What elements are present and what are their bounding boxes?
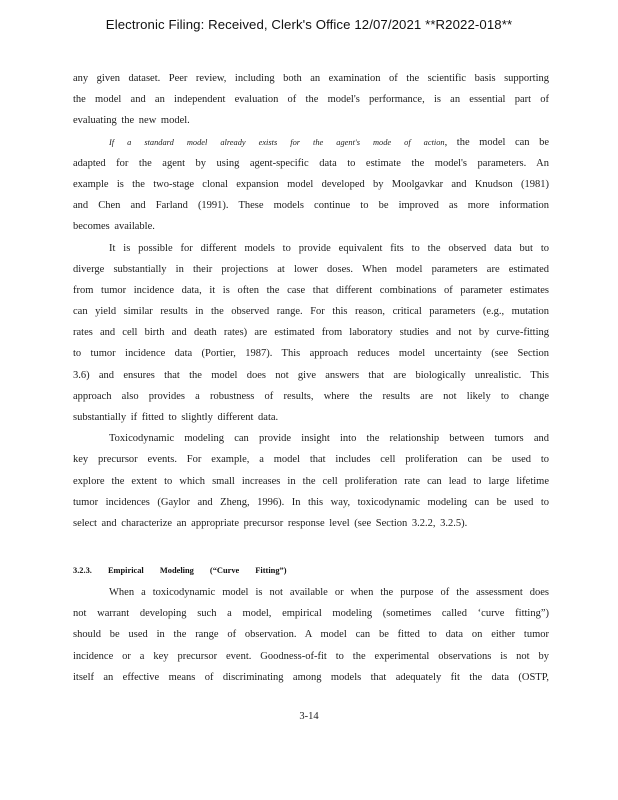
text-line: becomes available. xyxy=(73,221,155,233)
text-line: and Chen and Farland (1991). These models continue to be improved as more information xyxy=(73,200,549,212)
text-line: example is the two-stage clonal expansion model developed by Moolgavkar and Knudson (1981) xyxy=(73,178,549,190)
text-line: diverge substantially in their projections at lower doses. When model parameters are estimated xyxy=(73,263,549,275)
text-line: incidence or a key precursor event. Goodness-of-fit to the experimental observations is not by xyxy=(73,650,549,662)
italic-lead-phrase: If a standard model already exists for the agent's mode of action xyxy=(109,137,445,147)
text-line: from tumor incidence data, it is often the case that different combinations of parameter estimates xyxy=(73,284,549,296)
text-line: should be used in the range of observation. A model can be fitted to data on either tumor xyxy=(73,629,549,641)
page-number: 3-14 xyxy=(299,711,319,722)
text-line: select and characterize an appropriate precursor response level (see Section 3.2.2, 3.2.5). xyxy=(73,517,468,529)
text-line: Toxicodynamic modeling can provide insight into the relationship between tumors and xyxy=(109,433,549,445)
text-line: key precursor events. For example, a model that includes cell proliferation can be used to xyxy=(73,454,549,466)
section-heading: 3.2.3. Empirical Modeling (“Curve Fitting”) xyxy=(73,566,287,575)
text-line: itself an effective means of discriminating among models that adequately fit the data (OSTP, xyxy=(73,671,549,683)
text-line: substantially if fitted to slightly different data. xyxy=(73,412,279,423)
text-line: When a toxicodynamic model is not available or when the purpose of the assessment does xyxy=(109,587,549,598)
text-fragment: , the model can be xyxy=(444,136,549,148)
filing-stamp-header: Electronic Filing: Received, Clerk's Office 12/07/2021 **R2022-018** xyxy=(105,17,513,32)
text-line: any given dataset. Peer review, including both an examination of the scientific basis supporting xyxy=(73,73,549,84)
text-line: evaluating the new model. xyxy=(73,115,190,127)
text-line: can yield similar results in the observed range. For this reason, critical parameters (e.g., mutation xyxy=(73,306,549,318)
text-line: adapted for the agent by using agent-specific data to estimate the model's parameters. An xyxy=(73,157,549,169)
text-line xyxy=(73,132,549,153)
text-line: explore the extent to which small increases in the cell proliferation rate can lead to large lifetime xyxy=(73,475,549,487)
text-line: not warrant developing such a model, empirical modeling (sometimes called ‘curve fitting”) xyxy=(73,608,549,620)
text-line: to tumor incidence data (Portier, 1987). This approach reduces model uncertainty (see Section xyxy=(73,348,549,360)
text-line: the model and an independent evaluation of the model's performance, is an essential part of xyxy=(73,94,549,106)
text-line: 3.6) and ensures that the model does not give answers that are biologically unrealistic. This xyxy=(73,369,549,381)
text-line: tumor incidences (Gaylor and Zheng, 1996). In this way, toxicodynamic modeling can be used to xyxy=(73,496,549,508)
text-line: It is possible for different models to provide equivalent fits to the observed data but to xyxy=(109,242,549,254)
document-body-section xyxy=(73,582,549,688)
text-line: approach also provides a robustness of results, where the results are not likely to change xyxy=(73,390,549,402)
document-body xyxy=(73,68,549,534)
text-line: rates and cell birth and death rates) are estimated from laboratory studies and not by curve-fitting xyxy=(73,327,549,339)
